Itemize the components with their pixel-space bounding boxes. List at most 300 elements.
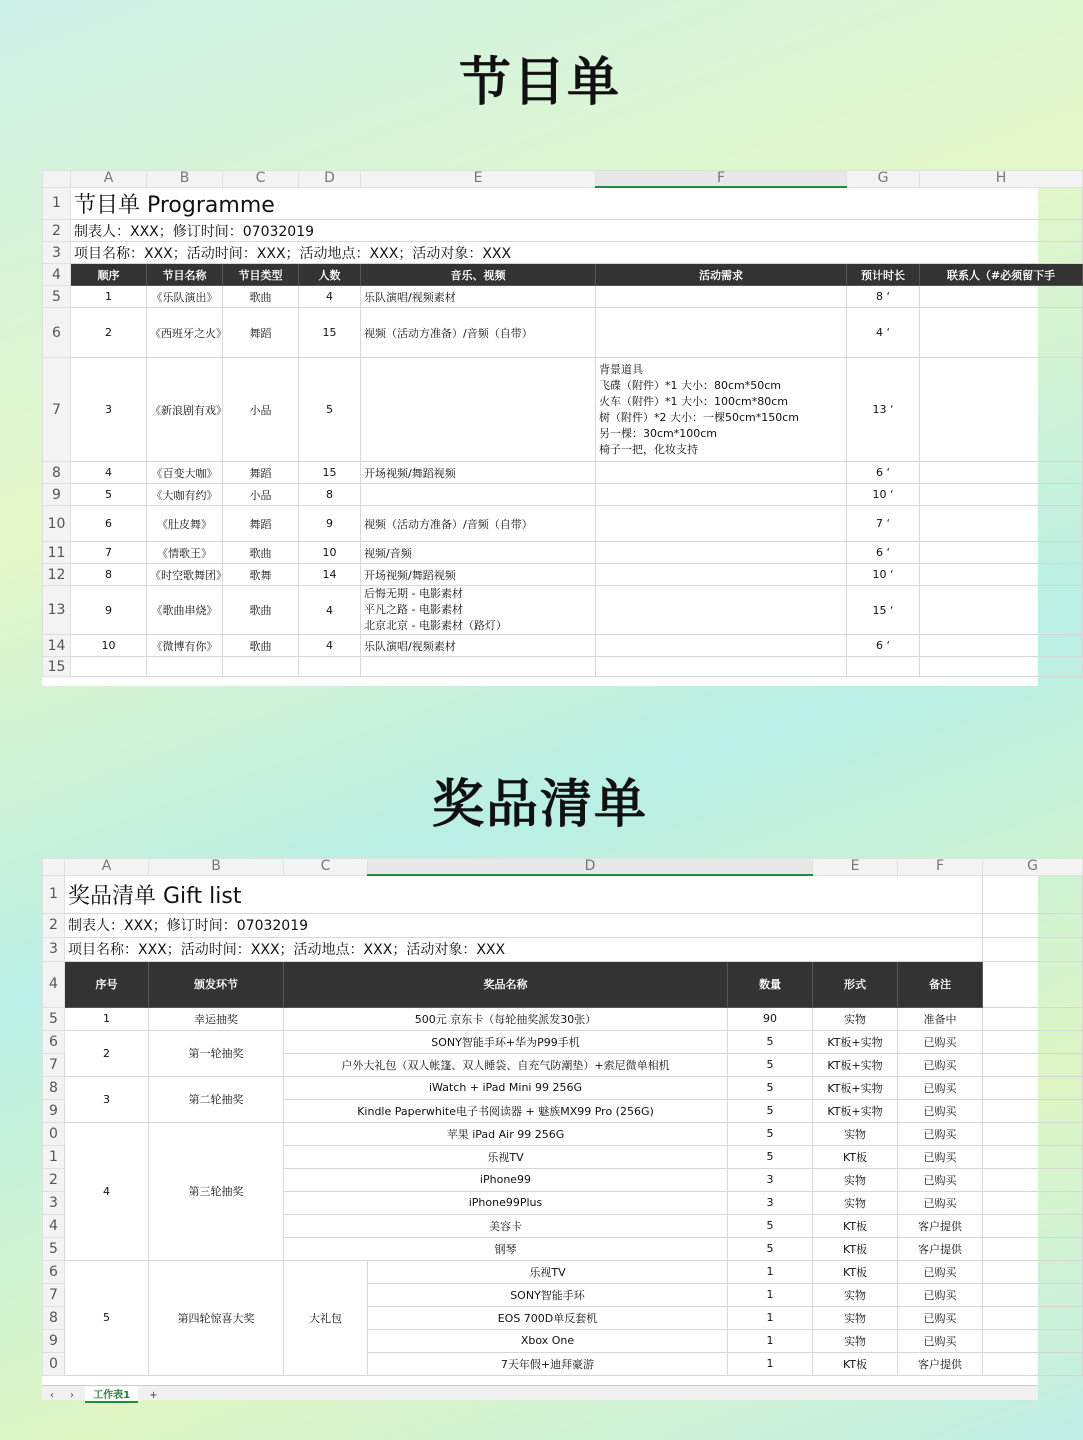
sheet-row [43, 484, 1083, 506]
order-cell[interactable]: 5 [71, 484, 147, 506]
empty-cell[interactable] [983, 937, 1083, 961]
prize-form[interactable]: 实物 [813, 1329, 898, 1352]
requirement-cell[interactable] [596, 308, 847, 358]
programme-type[interactable]: 歌曲 [223, 635, 299, 657]
sheet-row [43, 564, 1083, 586]
prize-quantity[interactable]: 90 [728, 1007, 813, 1030]
table-header[interactable]: 顺序 [71, 264, 147, 286]
media-cell[interactable]: 视频（活动方准备）/音频（自带） [361, 308, 596, 358]
programme-name[interactable]: 《新浪剧有戏》 [147, 358, 223, 462]
media-cell[interactable]: 视频/音频 [361, 542, 596, 564]
duration-cell[interactable]: 4 ‘ [847, 308, 920, 358]
cell-line: 树（附件）*2 大小：一棵50cm*150cm [599, 410, 800, 424]
sheet-title[interactable]: 节目单 Programme [71, 187, 1083, 220]
cell-line: 飞碟（附件）*1 大小：80cm*50cm [599, 378, 782, 392]
column-header-C[interactable]: C [284, 859, 368, 876]
row-number: 7 [43, 358, 71, 462]
sheet-row [43, 220, 1083, 242]
sheet-row [43, 913, 1083, 937]
empty-cell[interactable] [983, 1260, 1083, 1283]
programme-name[interactable]: 《时空歌舞团》 [147, 564, 223, 586]
sheet-row [43, 657, 1083, 677]
prize-quantity[interactable]: 5 [728, 1030, 813, 1053]
row-number: 2 [43, 1168, 65, 1191]
row-number: 8 [43, 462, 71, 484]
media-cell[interactable]: 开场视频/舞蹈视频 [361, 564, 596, 586]
duration-cell[interactable]: 15 ‘ [847, 586, 920, 635]
row-number: 6 [43, 1260, 65, 1283]
sub-category[interactable]: 大礼包 [284, 1260, 368, 1375]
table-header[interactable]: 形式 [813, 961, 898, 1007]
prize-quantity[interactable]: 5 [728, 1237, 813, 1260]
requirement-cell[interactable] [596, 358, 847, 462]
requirement-cell[interactable] [596, 586, 847, 635]
programme-type[interactable]: 小品 [223, 484, 299, 506]
people-count[interactable]: 14 [299, 564, 361, 586]
duration-cell[interactable]: 13 ‘ [847, 358, 920, 462]
empty-cell[interactable] [983, 961, 1083, 1007]
row-number: 1 [43, 187, 71, 220]
sheet-row [43, 635, 1083, 657]
people-count[interactable]: 4 [299, 286, 361, 308]
prize-form[interactable]: KT板+实物 [813, 1076, 898, 1099]
order-cell[interactable]: 1 [71, 286, 147, 308]
empty-cell[interactable] [71, 657, 147, 677]
prize-name[interactable]: 户外大礼包（双人帐篷、双人睡袋、自充气防潮垫）+索尼微单相机 [284, 1053, 728, 1076]
row-number: 9 [43, 1329, 65, 1352]
sheet-row [43, 1007, 1083, 1030]
requirement-cell[interactable] [596, 462, 847, 484]
cell-line: 北京北京 - 电影素材（路灯） [364, 619, 507, 632]
award-stage[interactable]: 第一轮抽奖 [149, 1030, 284, 1076]
programme-section-title: 节目单 [458, 53, 621, 113]
programme-type[interactable]: 歌曲 [223, 586, 299, 635]
row-number: 9 [43, 1099, 65, 1122]
row-number: 4 [43, 1214, 65, 1237]
row-number: 15 [43, 657, 71, 677]
next-sheet-icon[interactable]: › [70, 1390, 74, 1401]
programme-type[interactable]: 舞蹈 [223, 506, 299, 542]
column-header-E[interactable]: E [361, 171, 596, 188]
row-number: 4 [43, 961, 65, 1007]
duration-cell[interactable]: 6 ‘ [847, 462, 920, 484]
table-header[interactable]: 颁发环节 [149, 961, 284, 1007]
requirement-cell[interactable] [596, 542, 847, 564]
media-cell[interactable] [361, 586, 596, 635]
award-stage[interactable]: 幸运抽奖 [149, 1007, 284, 1030]
requirement-cell[interactable] [596, 484, 847, 506]
media-cell[interactable] [361, 358, 596, 462]
empty-cell[interactable] [983, 1099, 1083, 1122]
duration-cell[interactable]: 6 ‘ [847, 635, 920, 657]
programme-name[interactable]: 《微博有你》 [147, 635, 223, 657]
media-cell[interactable]: 开场视频/舞蹈视频 [361, 462, 596, 484]
prize-quantity[interactable]: 1 [728, 1260, 813, 1283]
column-header-row [43, 171, 1083, 188]
prize-form[interactable]: KT板 [813, 1145, 898, 1168]
prize-quantity[interactable]: 1 [728, 1283, 813, 1306]
row-number: 10 [43, 506, 71, 542]
sheet-row [43, 542, 1083, 564]
cell-line: 另一棵：30cm*100cm [599, 426, 718, 440]
prize-note[interactable]: 已购买 [898, 1191, 983, 1214]
empty-cell[interactable] [983, 1145, 1083, 1168]
row-number: 9 [43, 484, 71, 506]
empty-cell[interactable] [299, 657, 361, 677]
gifts-section-title: 奖品清单 [431, 775, 648, 835]
prize-note[interactable]: 客户提供 [898, 1237, 983, 1260]
row-number: 11 [43, 542, 71, 564]
table-header[interactable]: 联系人（#必须留下手 [920, 264, 1083, 286]
prize-form[interactable]: 实物 [813, 1007, 898, 1030]
table-header[interactable]: 序号 [65, 961, 149, 1007]
prize-note[interactable]: 已购买 [898, 1076, 983, 1099]
table-header[interactable]: 预计时长 [847, 264, 920, 286]
prize-note[interactable]: 客户提供 [898, 1352, 983, 1375]
sheet-row [43, 586, 1083, 635]
empty-cell[interactable] [983, 1237, 1083, 1260]
prize-note[interactable]: 已购买 [898, 1099, 983, 1122]
meta-project[interactable]: 项目名称：XXX；活动时间：XXX；活动地点：XXX；活动对象：XXX [65, 937, 983, 961]
column-header-F[interactable]: F [596, 171, 847, 188]
sheet-row [43, 358, 1083, 462]
prize-name[interactable]: Kindle Paperwhite电子书阅读器 + 魅族MX99 Pro (256G) [284, 1099, 728, 1122]
empty-cell[interactable] [983, 1283, 1083, 1306]
column-header-B[interactable]: B [149, 859, 284, 876]
row-number: 1 [43, 1145, 65, 1168]
prize-note[interactable]: 已购买 [898, 1168, 983, 1191]
group-number[interactable]: 5 [65, 1260, 149, 1375]
prize-quantity[interactable]: 5 [728, 1145, 813, 1168]
column-header-D[interactable]: D [368, 859, 813, 876]
requirement-cell[interactable] [596, 564, 847, 586]
empty-cell[interactable] [983, 1306, 1083, 1329]
prize-form[interactable]: 实物 [813, 1283, 898, 1306]
row-number: 3 [43, 242, 71, 264]
prize-name[interactable]: 美容卡 [284, 1214, 728, 1237]
empty-cell[interactable] [983, 1329, 1083, 1352]
people-count[interactable]: 9 [299, 506, 361, 542]
sheet-row [43, 961, 1083, 1007]
empty-cell[interactable] [983, 1007, 1083, 1030]
row-number: 5 [43, 286, 71, 308]
corner-cell [43, 859, 65, 876]
prize-note[interactable]: 已购买 [898, 1122, 983, 1145]
row-number: 7 [43, 1053, 65, 1076]
row-number: 6 [43, 308, 71, 358]
order-cell[interactable]: 8 [71, 564, 147, 586]
row-number: 6 [43, 1030, 65, 1053]
duration-cell[interactable]: 7 ‘ [847, 506, 920, 542]
group-number[interactable]: 3 [65, 1076, 149, 1122]
meta-author[interactable]: 制表人：XXX；修订时间：07032019 [71, 220, 1083, 242]
empty-cell[interactable] [983, 1191, 1083, 1214]
prize-form[interactable]: KT板 [813, 1352, 898, 1375]
sheet-title[interactable]: 奖品清单 Gift list [65, 875, 983, 913]
cell-line: 平凡之路 - 电影素材 [364, 603, 463, 616]
row-number: 3 [43, 937, 65, 961]
cell-line: 火车（附件）*1 大小：100cm*80cm [599, 394, 789, 408]
table-header[interactable]: 音乐、视频 [361, 264, 596, 286]
award-stage[interactable]: 第三轮抽奖 [149, 1122, 284, 1260]
sheet-tabs [42, 1385, 1038, 1400]
empty-cell[interactable] [983, 1122, 1083, 1145]
row-number: 8 [43, 1306, 65, 1329]
contact-cell[interactable] [920, 586, 1083, 635]
prize-form[interactable]: 实物 [813, 1306, 898, 1329]
programme-type[interactable]: 歌曲 [223, 286, 299, 308]
row-number: 8 [43, 1076, 65, 1099]
column-header-B[interactable]: B [147, 171, 223, 188]
column-header-G[interactable]: G [847, 171, 920, 188]
prize-name[interactable]: SONY智能手环+华为P99手机 [284, 1030, 728, 1053]
prize-name[interactable]: 钢琴 [284, 1237, 728, 1260]
sheet-row [43, 286, 1083, 308]
row-number: 2 [43, 220, 71, 242]
row-number: 1 [43, 875, 65, 913]
programme-type[interactable]: 歌曲 [223, 542, 299, 564]
prize-note[interactable]: 已购买 [898, 1329, 983, 1352]
prize-quantity[interactable]: 5 [728, 1099, 813, 1122]
column-header-A[interactable]: A [71, 171, 147, 188]
contact-cell[interactable] [920, 462, 1083, 484]
programme-name[interactable]: 《大咖有约》 [147, 484, 223, 506]
sheet-row [43, 1030, 1083, 1053]
cell-line: 后悔无期 - 电影素材 [364, 587, 463, 600]
programme-type[interactable]: 小品 [223, 358, 299, 462]
sheet-row [43, 462, 1083, 484]
sheet-row [43, 187, 1083, 220]
contact-cell[interactable] [920, 506, 1083, 542]
programme-type[interactable]: 舞蹈 [223, 462, 299, 484]
prize-quantity[interactable]: 5 [728, 1214, 813, 1237]
column-header-E[interactable]: E [813, 859, 898, 876]
programme-name[interactable]: 《歌曲串烧》 [147, 586, 223, 635]
table-header[interactable]: 活动需求 [596, 264, 847, 286]
prize-quantity[interactable]: 5 [728, 1053, 813, 1076]
sheet-row [43, 1076, 1083, 1099]
column-header-C[interactable]: C [223, 171, 299, 188]
empty-cell[interactable] [147, 657, 223, 677]
prize-form[interactable]: KT板 [813, 1260, 898, 1283]
prev-sheet-icon[interactable]: ‹ [50, 1390, 54, 1401]
prize-name[interactable]: SONY智能手环 [368, 1283, 728, 1306]
requirement-cell[interactable] [596, 635, 847, 657]
people-count[interactable]: 15 [299, 308, 361, 358]
duration-cell[interactable]: 6 ‘ [847, 542, 920, 564]
sheet-row [43, 875, 1083, 913]
cell-line: 背景道具 [599, 362, 643, 376]
table-header[interactable]: 数量 [728, 961, 813, 1007]
people-count[interactable]: 8 [299, 484, 361, 506]
contact-cell[interactable] [920, 635, 1083, 657]
order-cell[interactable]: 6 [71, 506, 147, 542]
column-header-A[interactable]: A [65, 859, 149, 876]
programme-name[interactable]: 《肚皮舞》 [147, 506, 223, 542]
meta-project[interactable]: 项目名称：XXX；活动时间：XXX；活动地点：XXX；活动对象：XXX [71, 242, 1083, 264]
prize-quantity[interactable]: 3 [728, 1168, 813, 1191]
empty-cell[interactable] [983, 1214, 1083, 1237]
prize-quantity[interactable]: 1 [728, 1329, 813, 1352]
table-header[interactable]: 备注 [898, 961, 983, 1007]
group-number[interactable]: 4 [65, 1122, 149, 1260]
people-count[interactable]: 10 [299, 542, 361, 564]
empty-cell[interactable] [920, 657, 1083, 677]
empty-cell[interactable] [983, 1053, 1083, 1076]
sheet-row [43, 308, 1083, 358]
people-count[interactable]: 5 [299, 358, 361, 462]
column-header-F[interactable]: F [898, 859, 983, 876]
prize-name[interactable]: Xbox One [368, 1329, 728, 1352]
programme-name[interactable]: 《西班牙之火》 [147, 308, 223, 358]
programme-spreadsheet[interactable] [42, 170, 1056, 686]
people-count[interactable]: 15 [299, 462, 361, 484]
group-number[interactable]: 1 [65, 1007, 149, 1030]
table-header[interactable]: 人数 [299, 264, 361, 286]
programme-name[interactable]: 《情歌王》 [147, 542, 223, 564]
prize-quantity[interactable]: 5 [728, 1122, 813, 1145]
group-number[interactable]: 2 [65, 1030, 149, 1076]
empty-cell[interactable] [361, 657, 596, 677]
contact-cell[interactable] [920, 542, 1083, 564]
prize-name[interactable]: 苹果 iPad Air 99 256G [284, 1122, 728, 1145]
programme-name[interactable]: 《乐队演出》 [147, 286, 223, 308]
sheet-row [43, 1122, 1083, 1145]
prize-form[interactable]: 实物 [813, 1122, 898, 1145]
row-number: 0 [43, 1352, 65, 1375]
empty-cell[interactable] [983, 913, 1083, 937]
media-cell[interactable]: 乐队演唱/视频素材 [361, 635, 596, 657]
row-number: 4 [43, 264, 71, 286]
row-number: 5 [43, 1237, 65, 1260]
add-sheet-icon[interactable]: + [149, 1390, 158, 1401]
table-header[interactable]: 节目名称 [147, 264, 223, 286]
empty-cell[interactable] [983, 875, 1083, 913]
contact-cell[interactable] [920, 564, 1083, 586]
prize-name[interactable]: 500元 京东卡（每轮抽奖派发30张） [284, 1007, 728, 1030]
duration-cell[interactable]: 8 ‘ [847, 286, 920, 308]
prize-form[interactable]: KT板 [813, 1237, 898, 1260]
programme-type[interactable]: 舞蹈 [223, 308, 299, 358]
empty-cell[interactable] [983, 1030, 1083, 1053]
contact-cell[interactable] [920, 308, 1083, 358]
prize-form[interactable]: 实物 [813, 1168, 898, 1191]
table-header[interactable]: 奖品名称 [284, 961, 728, 1007]
order-cell[interactable]: 2 [71, 308, 147, 358]
prize-form[interactable]: KT板 [813, 1214, 898, 1237]
order-cell[interactable]: 9 [71, 586, 147, 635]
order-cell[interactable]: 4 [71, 462, 147, 484]
duration-cell[interactable]: 10 ‘ [847, 484, 920, 506]
prize-note[interactable]: 客户提供 [898, 1214, 983, 1237]
prize-form[interactable]: KT板+实物 [813, 1030, 898, 1053]
empty-cell[interactable] [983, 1352, 1083, 1375]
prize-note[interactable]: 已购买 [898, 1306, 983, 1329]
row-number: 7 [43, 1283, 65, 1306]
prize-note[interactable]: 已购买 [898, 1145, 983, 1168]
programme-table [42, 170, 1083, 677]
media-cell[interactable]: 视频（活动方准备）/音频（自带） [361, 506, 596, 542]
table-header[interactable]: 节目类型 [223, 264, 299, 286]
row-number: 14 [43, 635, 71, 657]
sheet-row [43, 1260, 1083, 1283]
row-number: 5 [43, 1007, 65, 1030]
column-header-G[interactable]: G [983, 859, 1083, 876]
sheet-row [43, 937, 1083, 961]
order-cell[interactable]: 7 [71, 542, 147, 564]
empty-cell[interactable] [983, 1076, 1083, 1099]
prize-name[interactable]: EOS 700D单反套机 [368, 1306, 728, 1329]
row-number: 0 [43, 1122, 65, 1145]
sheet-tab[interactable]: 工作表1 [85, 1386, 138, 1403]
cell-line: 椅子一把，化妆支持 [599, 442, 698, 456]
empty-cell[interactable] [983, 1168, 1083, 1191]
sheet-row [43, 506, 1083, 542]
prize-name[interactable]: iPhone99 [284, 1168, 728, 1191]
prize-form[interactable]: KT板+实物 [813, 1099, 898, 1122]
media-cell[interactable] [361, 484, 596, 506]
requirement-cell[interactable] [596, 286, 847, 308]
prize-note[interactable]: 已购买 [898, 1030, 983, 1053]
empty-cell[interactable] [223, 657, 299, 677]
prize-name[interactable]: iWatch + iPad Mini 99 256G [284, 1076, 728, 1099]
contact-cell[interactable] [920, 484, 1083, 506]
corner-cell [43, 171, 71, 188]
gifts-spreadsheet[interactable] [42, 858, 1038, 1400]
gifts-table [42, 858, 1083, 1376]
people-count[interactable]: 4 [299, 586, 361, 635]
column-header-D[interactable]: D [299, 171, 361, 188]
programme-name[interactable]: 《百变大咖》 [147, 462, 223, 484]
programme-type[interactable]: 歌舞 [223, 564, 299, 586]
award-stage[interactable]: 第二轮抽奖 [149, 1076, 284, 1122]
column-header-row [43, 859, 1083, 876]
meta-author[interactable]: 制表人：XXX；修订时间：07032019 [65, 913, 983, 937]
prize-name[interactable]: iPhone99Plus [284, 1191, 728, 1214]
sheet-row [43, 242, 1083, 264]
column-header-H[interactable]: H [920, 171, 1083, 188]
award-stage[interactable]: 第四轮惊喜大奖 [149, 1260, 284, 1375]
prize-note[interactable]: 已购买 [898, 1053, 983, 1076]
people-count[interactable]: 4 [299, 635, 361, 657]
prize-note[interactable]: 已购买 [898, 1283, 983, 1306]
empty-cell[interactable] [847, 657, 920, 677]
row-number: 13 [43, 586, 71, 635]
media-cell[interactable]: 乐队演唱/视频素材 [361, 286, 596, 308]
prize-form[interactable]: KT板+实物 [813, 1053, 898, 1076]
row-number: 12 [43, 564, 71, 586]
prize-form[interactable]: 实物 [813, 1191, 898, 1214]
prize-quantity[interactable]: 3 [728, 1191, 813, 1214]
contact-cell[interactable] [920, 358, 1083, 462]
duration-cell[interactable]: 10 ‘ [847, 564, 920, 586]
prize-quantity[interactable]: 5 [728, 1076, 813, 1099]
prize-name[interactable]: 乐视TV [368, 1260, 728, 1283]
prize-note[interactable]: 准备中 [898, 1007, 983, 1030]
empty-cell[interactable] [596, 657, 847, 677]
prize-quantity[interactable]: 1 [728, 1306, 813, 1329]
row-number: 3 [43, 1191, 65, 1214]
row-number: 2 [43, 913, 65, 937]
prize-name[interactable]: 7天年假+迪拜豪游 [368, 1352, 728, 1375]
order-cell[interactable]: 10 [71, 635, 147, 657]
order-cell[interactable]: 3 [71, 358, 147, 462]
prize-note[interactable]: 已购买 [898, 1260, 983, 1283]
requirement-cell[interactable] [596, 506, 847, 542]
prize-name[interactable]: 乐视TV [284, 1145, 728, 1168]
contact-cell[interactable] [920, 286, 1083, 308]
prize-quantity[interactable]: 1 [728, 1352, 813, 1375]
